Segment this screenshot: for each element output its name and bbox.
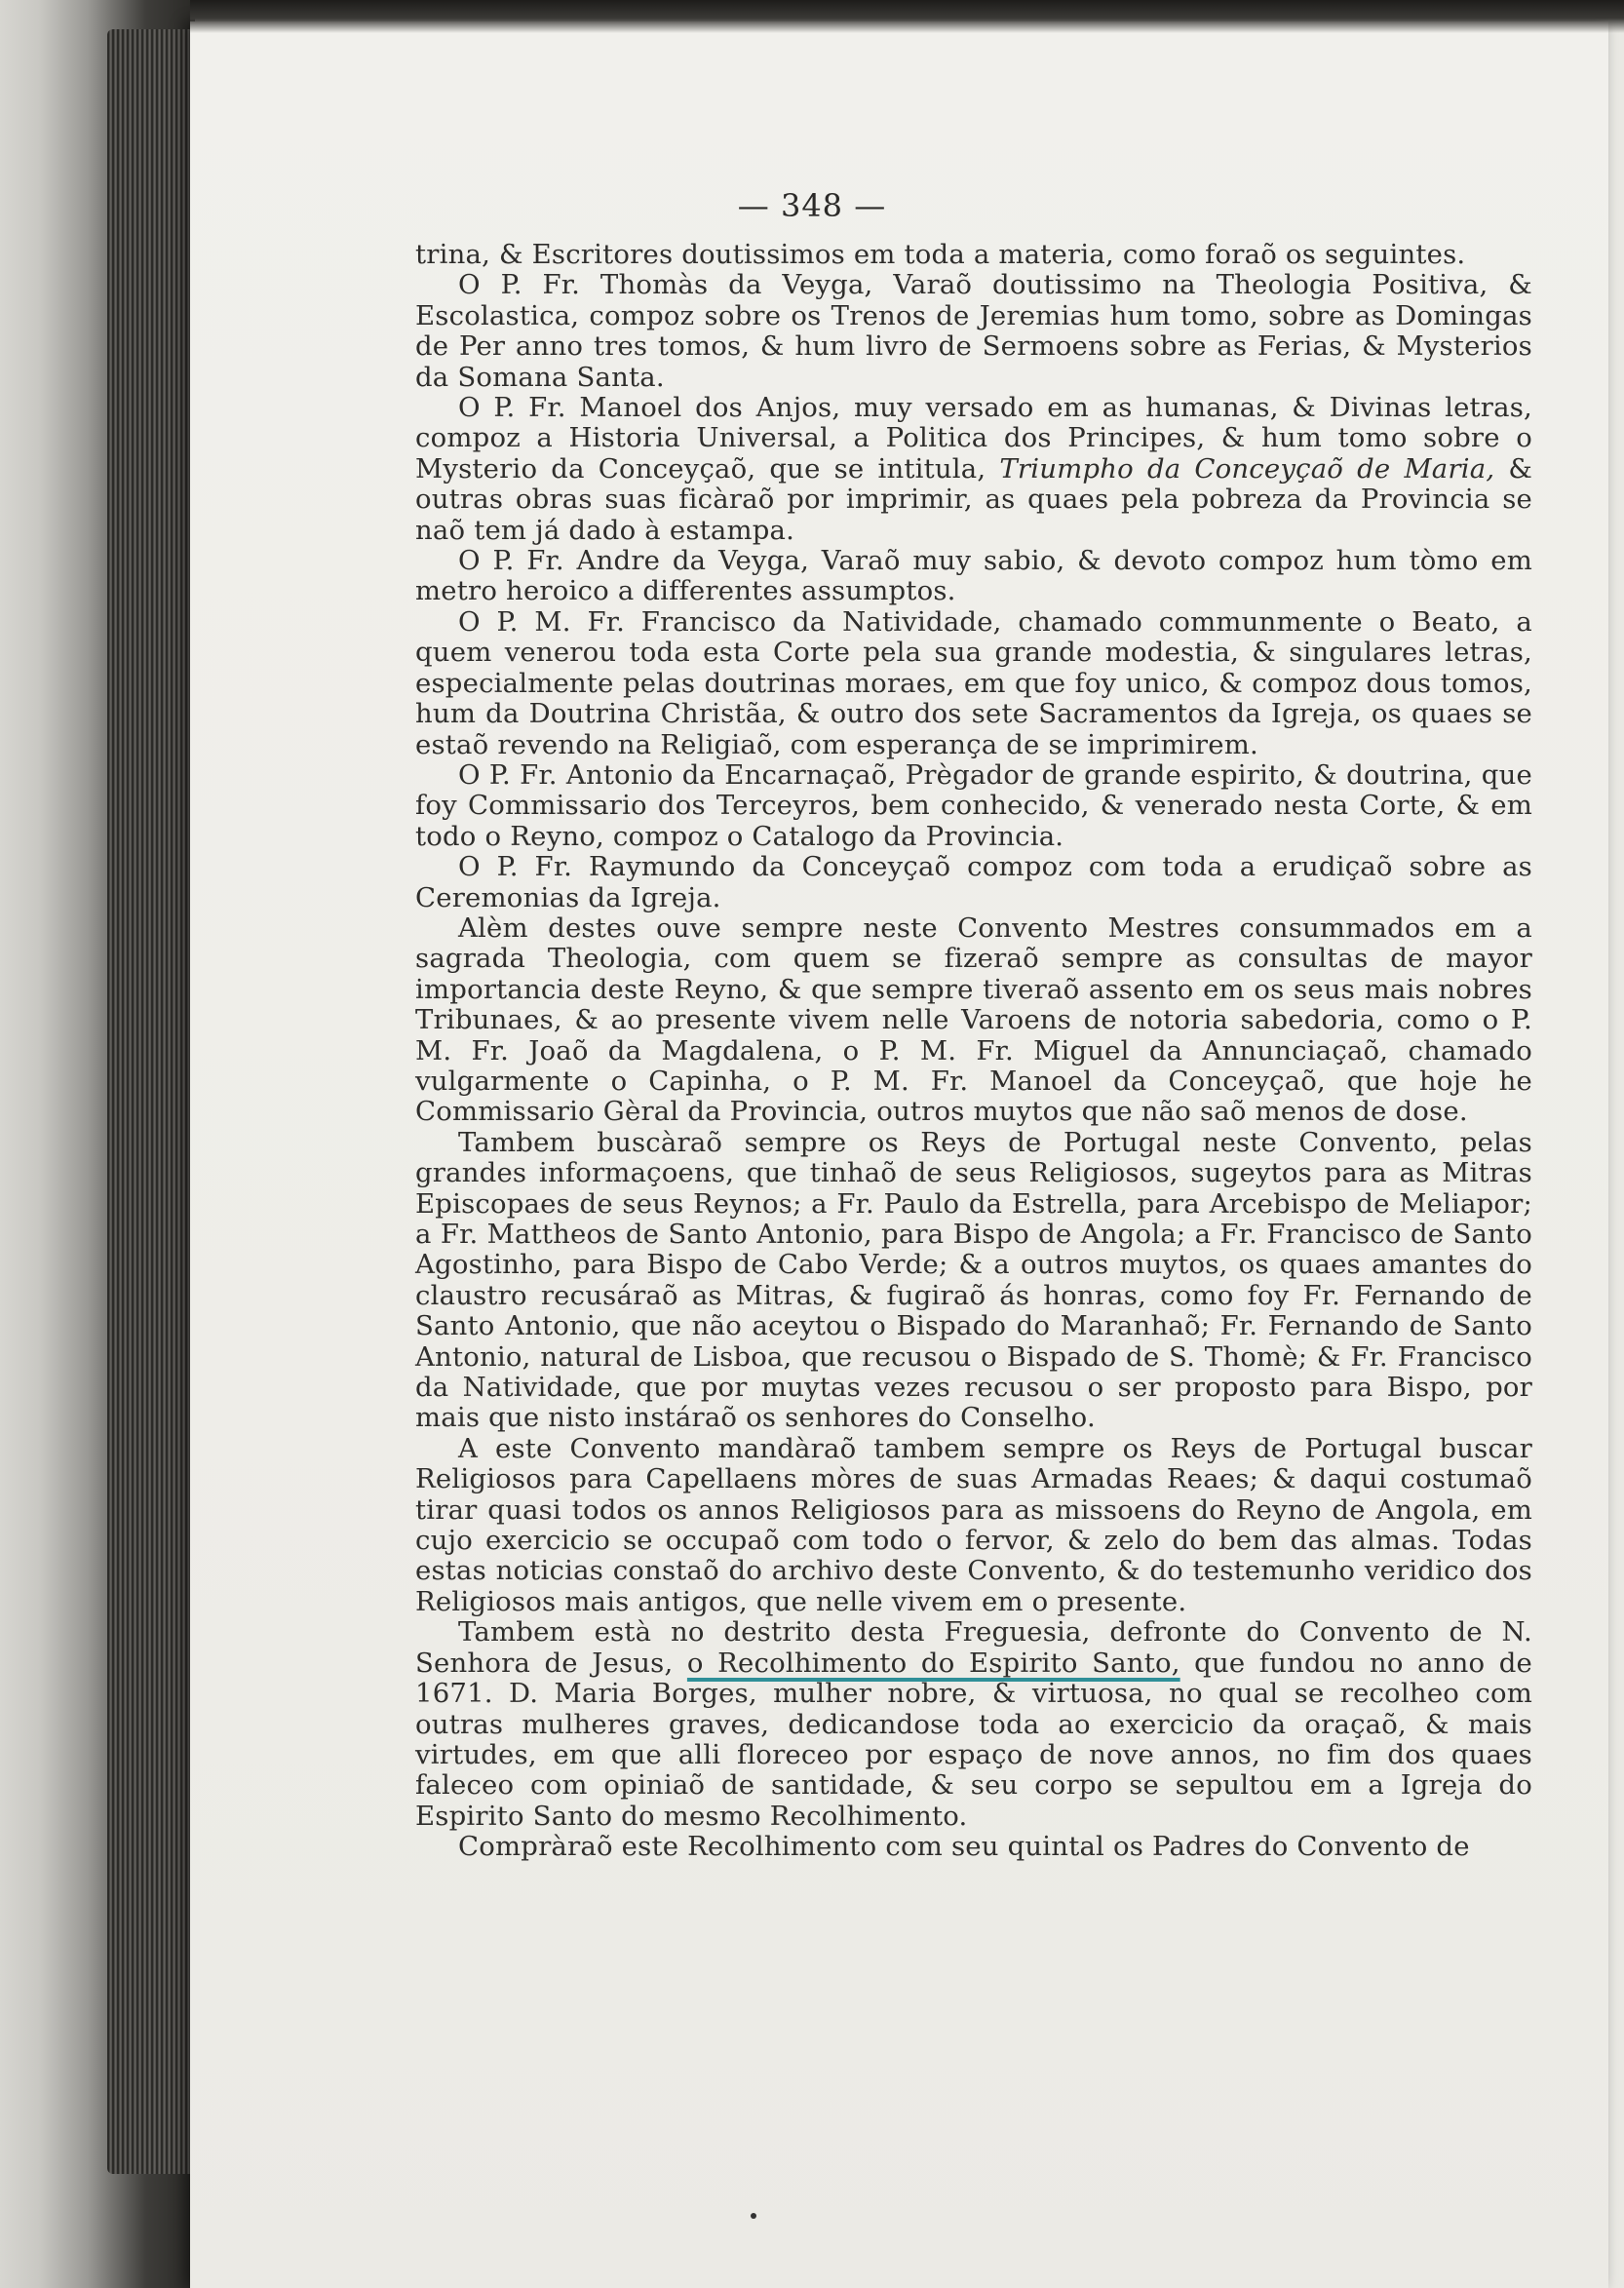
page-number: — 348 — bbox=[737, 187, 887, 224]
paragraph: O P. Fr. Raymundo da Conceyçaõ compoz com toda a erudiçaõ sobre as Ceremonias da Igreja. bbox=[415, 851, 1532, 913]
paragraph: O P. Fr. Thomàs da Veyga, Varaõ doutissimo na Theologia Positiva, & Escolastica, compoz sobre os Trenos de Jeremias hum tomo, sobre as Domingas de Per anno tres tomos, & hum livro de Sermoens sobre as Ferias, & Mysterios da Somana Santa. bbox=[415, 269, 1532, 393]
page-top-shadow bbox=[190, 0, 1624, 33]
paragraph-text: O P. Fr. Manoel dos Anjos, muy versado em as humanas, & Divinas letras, compoz a Historia Universal, a Politica dos Principes, & hum tomo sobre o Mysterio da Conceyçaõ, que se intitula, bbox=[415, 392, 1532, 485]
paragraph: O P. Fr. Andre da Veyga, Varaõ muy sabio, & devoto compoz hum tòmo em metro heroico a differentes assumptos. bbox=[415, 545, 1532, 607]
paragraph: Compràraõ este Recolhimento com seu quintal os Padres do Convento de bbox=[458, 1831, 1470, 1863]
paragraph-text: que fundou no anno de 1671. D. Maria Borges, mulher nobre, & virtuosa, no qual se recolheo com outras mulheres graves, dedicandose toda ao exercicio da oraçaõ, & mais virtudes, em que alli floreceo por espaço de nove annos, no fim dos quaes faleceo com opiniaõ de santidade, & seu corpo se sepultou em a Igreja do Espirito Santo do mesmo Recolhimento. bbox=[415, 1647, 1532, 1832]
paragraph: O P. M. Fr. Francisco da Natividade, chamado communmente o Beato, a quem venerou toda esta Corte pela sua grande modestia, & singulares letras, especialmente pelas doutrinas moraes, em que foy unico, & compoz dous tomos, hum da Doutrina Christãa, & outro dos sete Sacramentos da Igreja, os quaes se estaõ revendo na Religiaõ, com esperança de se imprimirem. bbox=[415, 605, 1532, 760]
paragraph: Tambem buscàraõ sempre os Reys de Portugal neste Convento, pelas grandes informaçoens, que tinhaõ de seus Religiosos, sugeytos para as Mitras Episcopaes de seus Reynos; a Fr. Paulo da Estrella, para Arcebispo de Meliapor; a Fr. Mattheos de Santo Antonio, para Bispo de Angola; a Fr. Francisco de Santo Agostinho, para Bispo de Cabo Verde; & a outros muytos, os quaes amantes do claustro recusáraõ as Mitras, & fugiraõ ás honras, como foy Fr. Fernando de Santo Antonio, que não aceytou o Bispado do Maranhaõ; Fr. Fernando de Santo Antonio, natural de Lisboa, que recusou o Bispado de S. Thomè; & Fr. Francisco da Natividade, que por muytas vezes recusou o ser proposto para Bispo, por mais que nisto instáraõ os senhores do Conselho. bbox=[415, 1126, 1532, 1434]
paragraph: A este Convento mandàraõ tambem sempre os Reys de Portugal buscar Religiosos para Capellaens mòres de suas Armadas Reaes; & daqui costumaõ tirar quasi todos os annos Religiosos para as missoens do Reyno de Angola, em cujo exercicio se occupaõ com todo o fervor, & zelo do bem das almas. Todas estas noticias constaõ do archivo deste Convento, & do testemunho veridico dos Religiosos mais antigos, que nelle vivem em o presente. bbox=[415, 1432, 1532, 1617]
book-page-edges bbox=[107, 29, 200, 2174]
paragraph: Alèm destes ouve sempre neste Convento Mestres consummados em a sagrada Theologia, com quem se fizeraõ sempre as consultas de mayor importancia deste Reyno, & que sempre tiveraõ assento em os seus mais nobres Tribunaes, & ao presente vivem nelle Varoens de notoria sabedoria, como o P. M. Fr. Joaõ da Magdalena, o P. M. Fr. Miguel da Annunciaçaõ, chamado vulgarmente o Capinha, o P. M. Fr. Manoel da Conceyçaõ, que hoje he Commissario Gèral da Provincia, outros muytos que não saõ menos de dose. bbox=[415, 911, 1532, 1128]
body-text bbox=[415, 240, 1532, 1863]
paragraph-text: Tambem està no destrito desta Freguesia, defronte do Convento de N. Senhora de Jesus, bbox=[415, 1616, 1532, 1679]
paragraph: trina, & Escritores doutissimos em toda a materia, como foraõ os seguintes. bbox=[415, 239, 1466, 270]
paragraph-text: & outras obras suas ficàraõ por imprimir, as quaes pela pobreza da Provincia se naõ tem já dado à estampa. bbox=[415, 452, 1533, 546]
underlined-highlight: o Recolhimento do Espirito Santo, bbox=[686, 1647, 1180, 1679]
paragraph bbox=[415, 393, 1532, 546]
paragraph bbox=[415, 1617, 1532, 1832]
ink-dot bbox=[751, 2213, 756, 2219]
italic-title: Triumpho da Conceyçaõ de Maria, bbox=[999, 452, 1495, 485]
paragraph: O P. Fr. Antonio da Encarnaçaõ, Prègador de grande espirito, & doutrina, que foy Commissario dos Terceyros, bem conhecido, & venerado nesta Corte, & em todo o Reyno, compoz o Catalogo da Provincia. bbox=[415, 758, 1532, 852]
